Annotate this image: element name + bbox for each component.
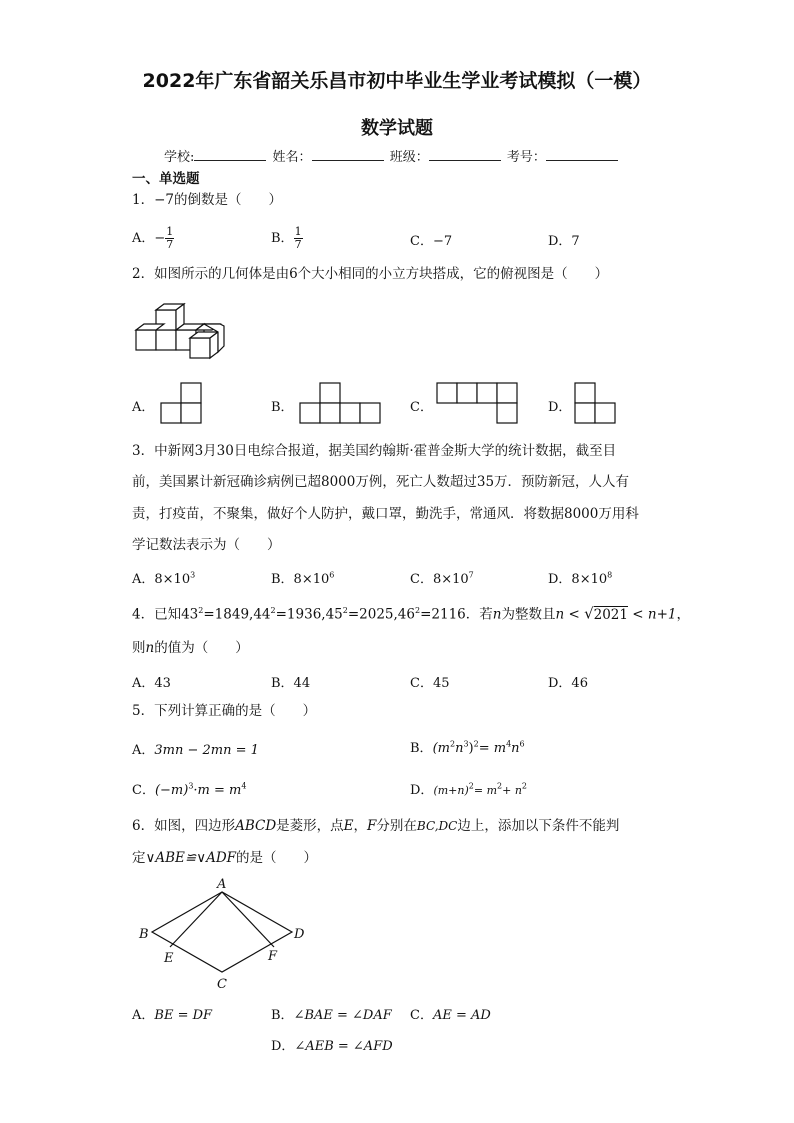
q6-label-b: B (139, 927, 149, 942)
school-label: 学校: (164, 150, 195, 165)
q3-stem-line1: 3．中新网3月30日电综合报道，据美国约翰斯·霍普金斯大学的统计数据，截至目 (132, 443, 617, 459)
name-label: 姓名： (272, 150, 312, 165)
q4-stem-line1: 4．已知$43^2=1849,44^2=1936,45^2=2025,46^2=2116$．若n为整数且n < √2021 < n+1， (132, 604, 690, 623)
q1-stem: 1．−7的倒数是（ ） (132, 192, 282, 208)
q6-option-c: C．AE = AD (410, 1008, 491, 1023)
q2-option-c-figure (436, 382, 520, 424)
q6-label-c: C (217, 977, 227, 992)
page-subtitle: 数学试题 (361, 118, 433, 139)
q2-option-b: B． (271, 400, 294, 415)
page-title: 2022年广东省韶关乐昌市初中毕业生学业考试模拟（一模） (142, 70, 652, 92)
q2-option-d-figure (574, 382, 618, 424)
q4-option-c: C．45 (410, 676, 450, 691)
q6-stem-line1: 6．如图，四边形ABCD是菱形，点E，F分别在BC,DC边上，添加以下条件不能判 (132, 818, 620, 834)
q4-option-b: B．44 (271, 676, 311, 691)
q5-option-a: A．3mn − 2mn = 1 (132, 743, 259, 758)
section-heading: 一、单选题 (132, 171, 200, 187)
q2-option-d: D． (548, 400, 572, 415)
q4-option-a: A．43 (132, 676, 171, 691)
q6-option-a: A．BE = DF (132, 1008, 213, 1023)
q5-option-d: D．$(m+n)^2= m^2+ n^2$ (410, 781, 528, 798)
q2-option-c: C． (410, 400, 433, 415)
q4-option-d: D．46 (548, 676, 588, 691)
q3-option-c: C．$8\times 10^7$ (410, 570, 474, 587)
q5-stem: 5．下列计算正确的是（ ） (132, 703, 317, 719)
q6-option-d: D．∠AEB = ∠AFD (271, 1039, 393, 1054)
q1-option-b: B． $\frac{1}{7}$ (271, 225, 302, 251)
q6-rhombus-figure (136, 876, 314, 994)
q5-option-b: B．$(m^2n^3)^2= m^4n^6$ (410, 739, 525, 756)
q1-option-a: A．− $\frac{1}{7}$ (132, 225, 174, 251)
q2-option-b-figure (299, 382, 383, 424)
q6-label-e: E (164, 951, 174, 966)
q1-option-c: C．−7 (410, 234, 453, 249)
q3-option-b: B．$8\times 10^6$ (271, 570, 335, 587)
name-blank (312, 148, 384, 161)
q3-stem-line3: 责，打疫苗，不聚集，做好个人防护，戴口罩，勤洗手，常通风．将数据8000万用科 (132, 506, 639, 522)
school-blank (194, 148, 266, 161)
q1-option-d: D．7 (548, 234, 580, 249)
class-blank (429, 148, 501, 161)
q6-label-f: F (268, 949, 278, 964)
q6-label-a: A (217, 877, 227, 892)
q6-label-d: D (294, 927, 305, 942)
q3-stem-line4: 学记数法表示为（ ） (132, 537, 281, 553)
q2-stem: 2．如图所示的几何体是由6个大小相同的小立方块搭成，它的俯视图是（ ） (132, 266, 609, 282)
q2-solid-figure (134, 302, 230, 358)
q6-stem-line2: 定∨ABE≌∨ADF的是（ ） (132, 850, 318, 866)
q3-option-a: A．$8\times 10^3$ (132, 570, 196, 587)
q3-stem-line2: 前，美国累计新冠确诊病例已超8000万例，死亡人数超过35万．预防新冠，人人有 (132, 474, 630, 490)
q5-option-c: C．$(-m)^3\cdot m = m^4$ (132, 781, 247, 798)
student-info-line (164, 146, 620, 165)
exam-number-label: 考号： (506, 150, 546, 165)
q4-stem-line2: 则n的值为（ ） (132, 640, 249, 656)
q6-option-b: B．∠BAE = ∠DAF (271, 1008, 392, 1023)
q2-option-a: A． (132, 400, 155, 415)
exam-number-blank (546, 148, 618, 161)
q3-option-d: D．$8\times 10^8$ (548, 570, 613, 587)
q2-option-a-figure (160, 382, 204, 424)
class-label: 班级： (389, 150, 429, 165)
